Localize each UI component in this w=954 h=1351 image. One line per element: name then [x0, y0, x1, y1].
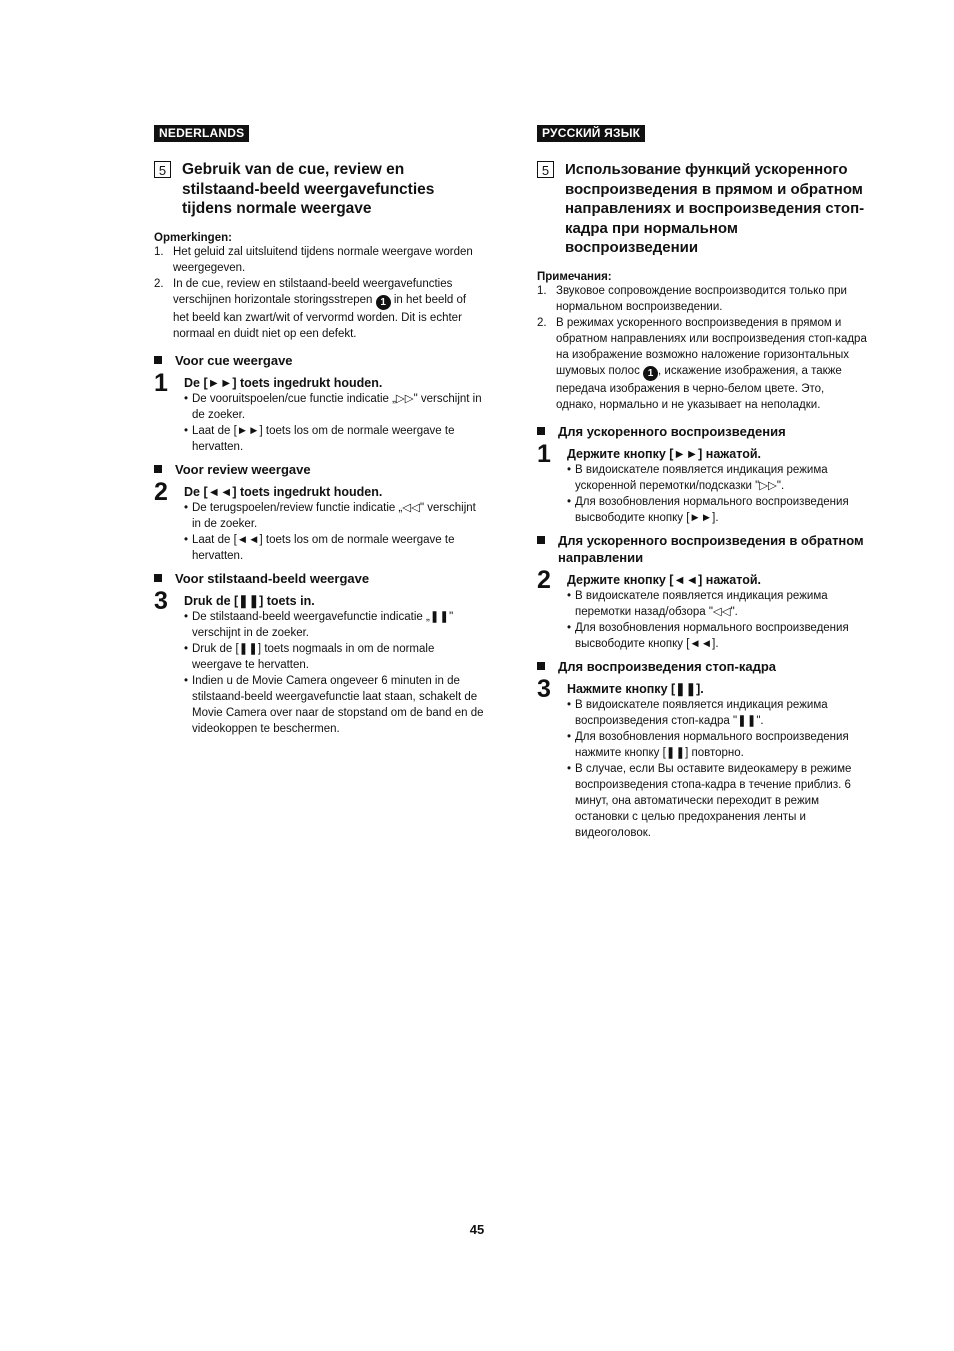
note-text-part: В режимах ускоренного воспроизведения в прямом и обратном направлениях или воспроизведения стоп-кадра на изображение возможно наложение горизонтальных шумовых полос: [556, 316, 867, 377]
note-text-part: In de cue, review en stilstaand-beeld weergavefuncties verschijnen horizontale storingsstrepen: [173, 277, 453, 306]
step: [154, 368, 484, 455]
note-number: 1.: [537, 284, 547, 297]
section-title: Gebruik van de cue, review en stilstaand-beeld weergavefuncties tijdens normale weergave: [182, 161, 435, 217]
bullet-square-icon: [154, 465, 162, 473]
subsection-heading: [154, 352, 484, 369]
step-title: De [►►] toets ingedrukt houden.: [184, 375, 383, 390]
step-title: Держите кнопку [►►] нажатой.: [567, 446, 762, 461]
subsection-heading: [537, 658, 867, 675]
subsection-heading: [154, 570, 484, 587]
step-number: 3: [537, 674, 551, 703]
step-number: 1: [537, 439, 551, 468]
step-number: 1: [154, 368, 168, 397]
subsection-label: Для ускоренного воспроизведения: [558, 423, 786, 439]
section-title: Использование функций ускоренного воспроизведения в прямом и обратном направлениях и воспроизведения стоп-кадра при нормальном воспроизведении: [565, 161, 865, 256]
bullet-text: • Для возобновления нормального воспроизведения высвободите кнопку [◄◄].: [567, 620, 867, 652]
note-text: [173, 276, 484, 342]
subsection-label: Voor review weergave: [175, 461, 311, 477]
bullet-text: • De terugspoelen/review functie indicatie „◁◁" verschijnt in de zoeker.: [184, 500, 484, 532]
language-tag: РУССКИЙ ЯЗЫК: [537, 125, 645, 142]
reference-mark-icon: 1: [643, 366, 658, 381]
bullet-text: • De vooruitspoelen/cue functie indicatie „▷▷" verschijnt in de zoeker.: [184, 391, 484, 423]
subsection-label: Для ускоренного воспроизведения в обратном направлении: [558, 532, 864, 565]
bullet-text: • Для возобновления нормального воспроизведения нажмите кнопку [❚❚] повторно.: [567, 729, 867, 761]
subsection-heading: [154, 461, 484, 478]
step: [537, 439, 867, 526]
step-title: De [◄◄] toets ingedrukt houden.: [184, 484, 383, 499]
subsection-heading: [537, 423, 867, 440]
bullet-square-icon: [154, 356, 162, 364]
step-title: Druk de [❚❚] toets in.: [184, 593, 315, 608]
note-text: Звуковое сопровождение воспроизводится только при нормальном воспроизведении.: [556, 284, 847, 313]
dutch-column: [154, 124, 484, 737]
section-number: 5: [154, 161, 171, 178]
notes-heading: Opmerkingen:: [154, 231, 232, 244]
bullet-text: • Druk de [❚❚] toets nogmaals in om de normale weergave te hervatten.: [184, 641, 484, 673]
subsection-label: Voor stilstaand-beeld weergave: [175, 570, 370, 586]
step-number: 2: [537, 565, 551, 594]
note-number: 2.: [154, 277, 164, 290]
note-text-part: in het beeld of het beeld kan zwart/wit of vervormd worden. Dit is echter normaal en duidt niet op een defekt.: [173, 293, 467, 340]
step: [537, 565, 867, 652]
bullet-text: • В случае, если Вы оставите видеокамеру в режиме воспроизведения стопа-кадра в течение приблиз. 6 минут, она автоматически переходит в режим остановки с целью предохранения ленты и видеоголовок.: [567, 761, 867, 841]
reference-mark-icon: 1: [376, 295, 391, 310]
step-number: 3: [154, 586, 168, 615]
bullet-text: • Indien u de Movie Camera ongeveer 6 minuten in de stilstaand-beeld weergavefunctie laat staan, schakelt de Movie Camera over naar de stopstand om de band en de videokoppen te beschermen.: [184, 673, 484, 737]
step-title: Нажмите кнопку [❚❚].: [567, 681, 704, 696]
note-item: [154, 244, 484, 276]
subsection-label: Для воспроизведения стоп-кадра: [558, 658, 777, 674]
note-number: 2.: [537, 316, 547, 329]
bullet-text: • Laat de [◄◄] toets los om de normale weergave te hervatten.: [184, 532, 484, 564]
note-text: Het geluid zal uitsluitend tijdens normale weergave worden weergegeven.: [173, 245, 473, 274]
bullet-square-icon: [537, 536, 545, 544]
bullet-text: • В видоискателе появляется индикация режима ускоренной перемотки/подсказки "▷▷".: [567, 462, 867, 494]
bullet-square-icon: [154, 574, 162, 582]
bullet-text: • Для возобновления нормального воспроизведения высвободите кнопку [►►].: [567, 494, 867, 526]
note-item: [537, 283, 867, 315]
step: [537, 674, 867, 841]
step-title: Держите кнопку [◄◄] нажатой.: [567, 572, 762, 587]
subsection-heading: [537, 532, 867, 566]
notes-heading: Примечания:: [537, 270, 612, 283]
step: [154, 586, 484, 737]
note-item: [154, 276, 484, 342]
note-text: [556, 315, 867, 413]
note-number: 1.: [154, 245, 164, 258]
subsection-label: Voor cue weergave: [175, 352, 293, 368]
section-number: 5: [537, 161, 554, 178]
step-number: 2: [154, 477, 168, 506]
bullet-text: • В видоискателе появляется индикация режима перемотки назад/обзора "◁◁".: [567, 588, 867, 620]
bullet-square-icon: [537, 427, 545, 435]
note-item: [537, 315, 867, 413]
russian-column: [537, 124, 867, 841]
note-text-part: , искажение изображения, а также передача изображения в черно-белом цвете. Это, однако, нормально и не указывает на неполадки.: [556, 364, 842, 411]
language-tag: NEDERLANDS: [154, 125, 249, 142]
section-heading: [537, 160, 867, 258]
section-heading: [154, 160, 484, 219]
bullet-square-icon: [537, 662, 545, 670]
bullet-text: • De stilstaand-beeld weergavefunctie indicatie „❚❚" verschijnt in de zoeker.: [184, 609, 484, 641]
step: [154, 477, 484, 564]
page-number: 45: [469, 1222, 485, 1237]
bullet-text: • Laat de [►►] toets los om de normale weergave te hervatten.: [184, 423, 484, 455]
bullet-text: • В видоискателе появляется индикация режима воспроизведения стоп-кадра "❚❚".: [567, 697, 867, 729]
